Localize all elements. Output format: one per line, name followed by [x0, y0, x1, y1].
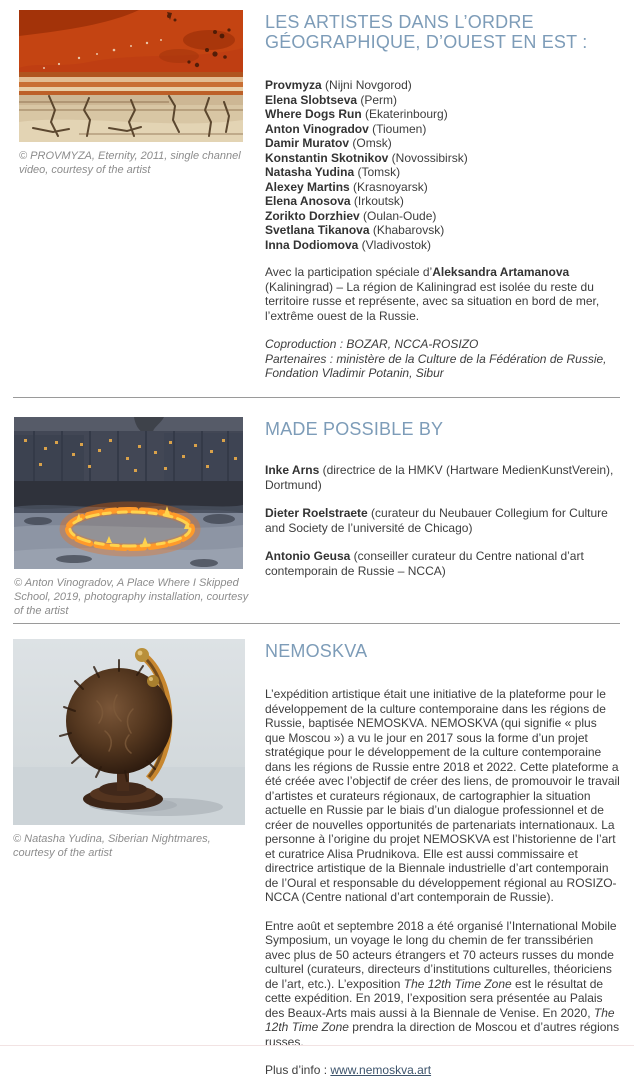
nemoskva-paragraph-1: L’expédition artistique était une initiative de la plateforme pour le développement de la culture contemporaine dans les régions de Russie, baptisée NEMOSKVA. NEMOSKVA (qui signifie « plus que Moscou ») a vu le jour en 2017 sous la forme d’un projet stratégique pour le développement de la culture contemporaine dans les régions de Russie entre 2018 et 2022. Cette plateforme a été créée avec l’objectif de créer des liens, de promouvoir le travail d’artistes et curateurs régionaux, de cartographier la situation actuelle en Russie par le biais d’un dialogue professionnel et de créer de nouvelles opportunités de partenariats internationaux. La personne à l’origine du projet NEMOSKVA est l’historienne de l’art et curatrice Alisa Prudnikova. Elle est aussi commissaire et directrice artistique de la Biennale industrielle d’art contemporain de l’Oural et responsable du développement régional au ROSIZO-NCCA (Centre national d’art contemporain de Russie). [265, 687, 620, 904]
section-made-possible-media [13, 398, 265, 618]
coproduction-credits [265, 337, 620, 381]
more-info-line: Plus d’info : www.nemoskva.art [265, 1063, 432, 1077]
figure-vinogradov [14, 417, 265, 618]
nemoskva-heading: NEMOSKVA [265, 640, 368, 661]
nemoskva-link[interactable]: www.nemoskva.art [330, 1063, 432, 1077]
vinogradov-fire-ring-photo [14, 417, 243, 569]
artist-row: Svetlana Tikanova (Khabarovsk) [265, 223, 445, 237]
artist-row: Elena Slobtseva (Perm) [265, 92, 398, 107]
caption-provmyza: © PROVMYZA, Eternity, 2011, single channel video, courtesy of the artist [19, 150, 241, 176]
coproduction-line: Coproduction : BOZAR, NCCA-ROSIZO [265, 337, 479, 351]
special-participation-paragraph: Avec la participation spéciale d’Aleksandra Artamanova (Kaliningrad) – La région de Kaliningrad est isolée du reste du territoire russe et représente, avec sa situation en bord de mer, l’extrême ouest de la Russie. [265, 265, 600, 323]
artist-row: Zorikto Dorzhiev (Oulan-Oude) [265, 208, 437, 223]
provmyza-eternity-photo [19, 10, 243, 142]
figure-yudina [13, 639, 265, 860]
artist-row: Provmyza (Nijni Novgorod) [265, 78, 412, 92]
artist-row: Alexey Martins (Krasnoyarsk) [265, 179, 428, 194]
caption-vinogradov: © Anton Vinogradov, A Place Where I Skipped School, 2019, photography installation, courtesy of the artist [14, 576, 249, 617]
bottom-divider [0, 1045, 634, 1046]
artist-list [265, 78, 620, 252]
artist-row: Elena Anosova (Irkoutsk) [265, 194, 404, 208]
caption-yudina: © Natasha Yudina, Siberian Nightmares, courtesy of the artist [13, 832, 211, 859]
made-possible-heading: MADE POSSIBLE BY [265, 418, 444, 439]
artist-row: Inna Dodiomova (Vladivostok) [265, 237, 432, 252]
exhibition-title: The 12th Time Zone [403, 976, 512, 991]
person-entry: Inke Arns (directrice de la HMKV (Hartware MedienKunstVerein), Dortmund) [265, 463, 614, 492]
artist-row: Damir Muratov (Omsk) [265, 136, 392, 150]
section-nemoskva-media [13, 624, 265, 1078]
partners-line: Partenaires : ministère de la Culture de la Fédération de Russie, Fondation Vladimir Potanin, Sibur [265, 351, 607, 380]
yudina-fur-globe-photo [13, 639, 245, 825]
figure-provmyza [19, 10, 265, 177]
exhibition-title: The 12th Time Zone [265, 1005, 615, 1034]
nemoskva-paragraph-2: Entre août et septembre 2018 a été organisé l’International Mobile Symposium, un voyage le long du chemin de fer transsibérien avec plus de 50 acteurs étrangers et 70 acteurs russes du monde culturel (curateurs, directeurs d’institutions culturelles, théoriciens de l’art, etc.). L’exposition The 12th Time Zone est le résultat de cette expédition. En 2019, l’exposition sera présentée au Palais des Beaux-Arts mais aussi à la Biennale de Venise. En 2020, The 12th Time Zone prendra la direction de Moscou et d’autres régions russes. [265, 918, 620, 1049]
section-artists [0, 0, 634, 397]
section-nemoskva [0, 624, 634, 1078]
artist-row: Natasha Yudina (Tomsk) [265, 165, 401, 179]
artist-row: Konstantin Skotnikov (Novossibirsk) [265, 150, 468, 165]
section-made-possible-by [0, 398, 634, 623]
section-artists-heading: LES ARTISTES DANS L’ORDRE GÉOGRAPHIQUE, D’OUEST EN EST : [265, 12, 588, 52]
artist-row: Anton Vinogradov (Tioumen) [265, 121, 427, 136]
person-entry: Antonio Geusa (conseiller curateur du Centre national d’art contemporain de Russie – NCCA) [265, 549, 584, 578]
person-entry: Dieter Roelstraete (curateur du Neubauer Collegium for Culture and Society de l’université de Chicago) [265, 506, 608, 535]
artist-row: Where Dogs Run (Ekaterinbourg) [265, 107, 448, 121]
section-artists-media [13, 10, 265, 397]
